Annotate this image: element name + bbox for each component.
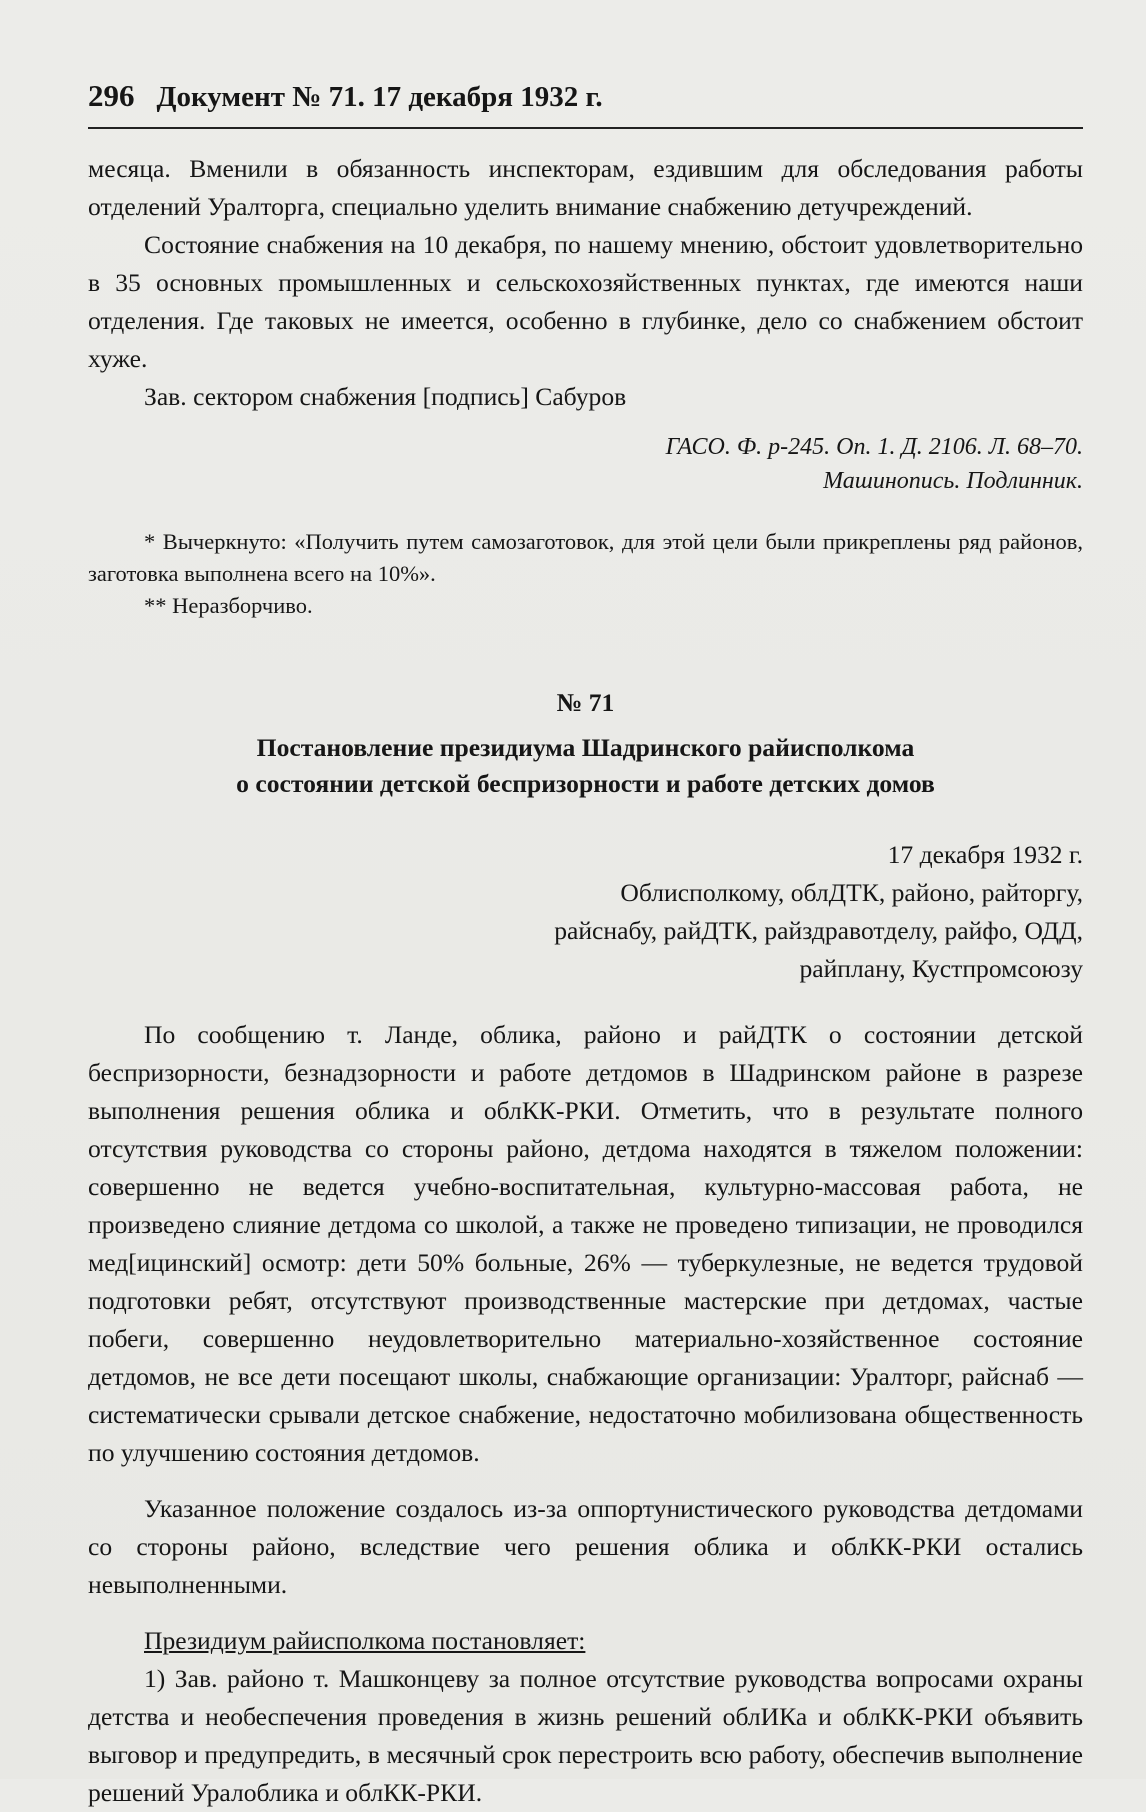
page-number: 296 xyxy=(88,78,135,113)
addressees: Облисполкому, облДТК, районо, райторгу, райснабу, райДТК, райздравотделу, райфо, ОДД, райплану, Кустпромсоюзу xyxy=(554,878,1083,983)
continuation-paragraph-2: Состояние снабжения на 10 декабря, по нашему мнению, обстоит удовлетворительно в 35 основных промышленных и сельскохозяйственных пунктах, где имеются наши отделения. Где таковых не имеется, особенно в глубинке, дело со снабжением обстоит хуже. xyxy=(88,230,1083,373)
signature-line: Зав. сектором снабжения [подпись] Сабуров xyxy=(144,382,627,411)
running-header xyxy=(88,80,1083,112)
continuation-paragraph-1: месяца. Вменили в обязанность инспекторам, ездившим для обследования работы отделений Уралторга, специально уделить внимание снабжению детучреждений. xyxy=(88,154,1083,221)
body-paragraph-2: Указанное положение создалось из-за оппортунистического руководства детдомами со стороны районо, вследствие чего решения облика и облКК-РКИ остались невыполненными. xyxy=(88,1494,1083,1599)
footnotes xyxy=(88,526,1083,622)
resolution-item-1: 1) Зав. районо т. Машконцеву за полное отсутствие руководства вопросами охраны детства и необеспечения проведения в жизнь решений облИКа и облКК-РКИ объявить выговор и предупредить, в месячный срок перестроить всю работу, обеспечив выполнение решений Уралоблика и облКК-РКИ. xyxy=(88,1664,1083,1807)
document-number: № 71 xyxy=(556,688,615,717)
archive-reference: ГАСО. Ф. р-245. Оп. 1. Д. 2106. Л. 68–70. xyxy=(665,434,1083,460)
body-paragraph-1: По сообщению т. Ланде, облика, районо и райДТК о состоянии детской беспризорности, безнадзорности и работе детдомов в Шадринском районе в разрезе выполнения решения облика и облКК-РКИ. Отметить, что в результате полного отсутствия руководства со стороны районо, детдома находятся в тяжелом положении: совершенно не ведется учебно-воспитательная, культурно-массовая работа, не произведено слияние детдома со школой, а также не проведено типизации, не проводился мед[ицинский] осмотр: дети 50% больные, 26% — туберкулезные, не ведется трудовой подготовки ребят, отсутствуют производственные мастерские при детдомах, частые побеги, совершенно неудовлетворительно материально-хозяйственное состояние детдомов, не все дети посещают школы, снабжающие организации: Уралторг, райснаб — систематически срывали детское снабжение, недостаточно мобилизована общественность по улучшению состояния детдомов. xyxy=(88,1020,1083,1467)
document-title-line-1: Постановление президиума Шадринского райисполкома xyxy=(256,733,915,762)
document-title xyxy=(88,730,1083,802)
header-rule xyxy=(88,127,1083,129)
page-body xyxy=(88,150,1083,1812)
running-title: Документ № 71. 17 декабря 1932 г. xyxy=(156,81,603,113)
footnote-2: ** Неразборчиво. xyxy=(144,593,313,618)
document-title-line-2: о состоянии детской беспризорности и работе детских домов xyxy=(236,769,935,798)
resolution-heading xyxy=(88,1622,1083,1660)
document-type-note: Машинопись. Подлинник. xyxy=(823,468,1083,494)
resolution-heading-text: Президиум райисполкома постановляет: xyxy=(144,1626,586,1655)
footnote-1: * Вычеркнуто: «Получить путем самозаготовок, для этой цели были прикреплены ряд районов, заготовка выполнена всего на 10%». xyxy=(88,529,1083,586)
document-date: 17 декабря 1932 г. xyxy=(887,840,1083,869)
